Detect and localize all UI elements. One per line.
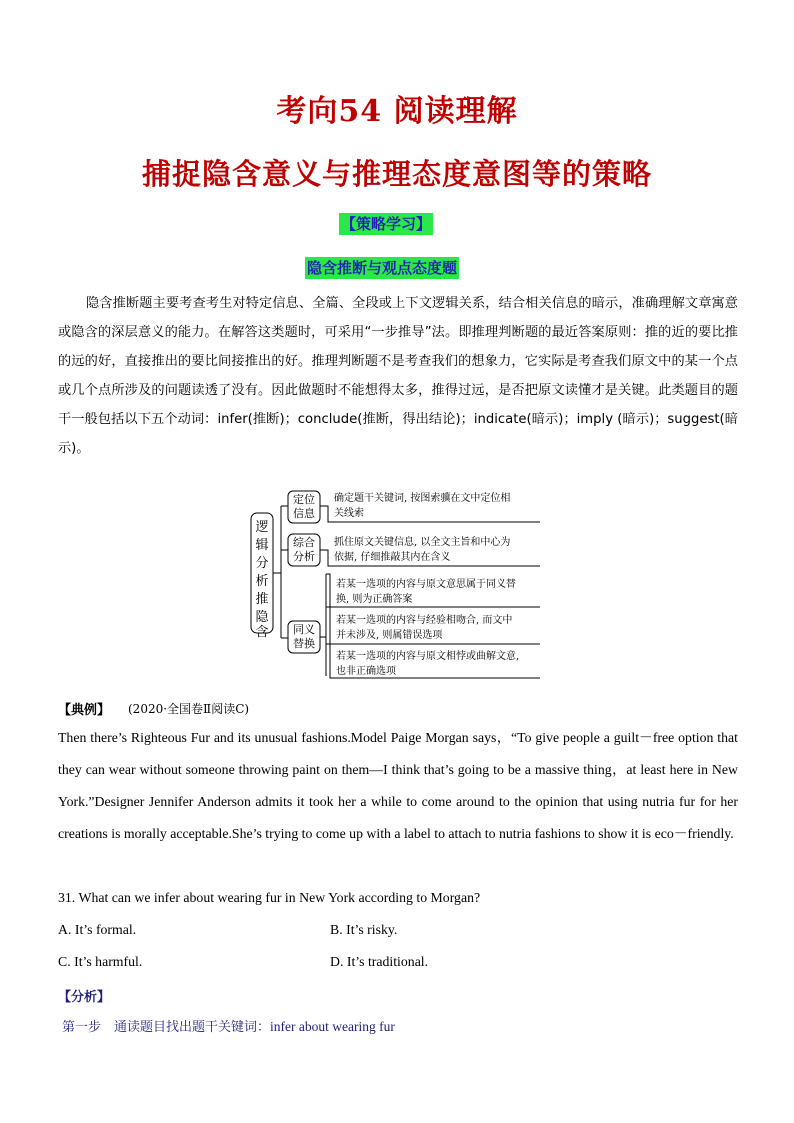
diagram-root-char: 逻 — [255, 520, 269, 535]
diagram-root-char: 含 — [255, 625, 269, 640]
analysis-label: 【分析】 — [58, 990, 111, 1005]
svg-text:也非正确选项: 也非正确选项 — [336, 666, 396, 677]
svg-text:关线索: 关线索 — [334, 508, 364, 519]
diagram-root-char: 隐 — [255, 610, 269, 625]
svg-text:依据, 仔细推敲其内在含义: 依据, 仔细推敲其内在含义 — [334, 552, 451, 563]
example-source: (2020·全国卷Ⅱ阅读C) — [128, 702, 250, 716]
title-line-1: 考向54 阅读理解 — [276, 94, 518, 129]
svg-text:并未涉及, 则属错误选项: 并未涉及, 则属错误选项 — [336, 630, 443, 641]
intro-paragraph: 隐含推断题主要考查考生对特定信息、全篇、全段或上下文逻辑关系，结合相关信息的暗示，准确理解文章寓意或隐含的深层意义的能力。在解答这类题时，可采用“一步推导”法。即推理判断题的最近答案原则：推的近的要比推的远的好，直接推出的要比间接推出的好。推理判断题不是考查我们的想象力，它实际是考查我们原文中的某一个点或几个点所涉及的问题读透了没有。因此做题时不能想得太多，推得过远，是否把原文读懂才是关键。此类题目的题干一般包括以下五个动词：infer(推断)；conclude(推断，得出结论)；indicate(暗示)；imply (暗示)；suggest(暗示)。 — [58, 296, 738, 456]
option-d: D. It’s traditional. — [330, 954, 429, 969]
topic-tag: 隐含推断与观点态度题 — [307, 259, 458, 277]
diagram-root-char: 辑 — [255, 538, 269, 553]
branch-item: 若某一选项的内容与原文相悖或曲解文意, — [336, 651, 520, 662]
svg-text:换, 则为正确答案: 换, 则为正确答案 — [336, 594, 413, 605]
branch-item: 若某一选项的内容与经验相吻合, 而文中 — [336, 615, 513, 626]
option-c: C. It’s harmful. — [58, 954, 143, 969]
analysis-step-1: 第一步 通读题目找出题干关键词：infer about wearing fur — [62, 1019, 395, 1035]
svg-text:替换: 替换 — [293, 637, 315, 650]
question-31: 31. What can we infer about wearing fur in New York according to Morgan? — [58, 890, 481, 905]
branch-label-locate: 定位 — [293, 493, 315, 506]
branch-label-analyze: 综合 — [293, 536, 315, 549]
strategy-tag: 【策略学习】 — [341, 215, 432, 233]
svg-text:信息: 信息 — [293, 507, 315, 520]
option-a: A. It’s formal. — [58, 922, 137, 937]
example-label: 【典例】 — [58, 703, 111, 718]
example-passage: Then there’s Righteous Fur and its unusual fashions.Model Paige Morgan says，“To give people a guilt－free option that they can wear without someone throwing paint on them—I think that’s going to be a massive thing，at least here in New York.”Designer Jennifer Anderson admits it took her a while to come around to the opinion that using nutria fur for her creations is morally acceptable.She’s trying to come up with a label to attach to nutria fashions to show it is eco－friendly. — [58, 730, 738, 841]
option-b: B. It’s risky. — [330, 922, 398, 937]
branch-item: 抓住原文关键信息, 以全文主旨和中心为 — [334, 537, 511, 548]
title-line-2: 捕捉隐含意义与推理态度意图等的策略 — [141, 157, 652, 191]
analysis-step-1-keyword: infer about wearing fur — [270, 1019, 395, 1034]
diagram-root-char: 分 — [255, 556, 269, 571]
branch-item: 若某一选项的内容与原文意思属于同义替 — [336, 579, 516, 590]
svg-text:分析: 分析 — [293, 550, 315, 563]
branch-label-synonym: 同义 — [293, 623, 315, 636]
diagram-root-char: 推 — [255, 592, 269, 607]
logic-analysis-diagram — [250, 486, 545, 684]
diagram-root-char: 析 — [255, 574, 269, 589]
branch-item: 确定题干关键词, 按图索骥在文中定位相 — [334, 493, 511, 504]
